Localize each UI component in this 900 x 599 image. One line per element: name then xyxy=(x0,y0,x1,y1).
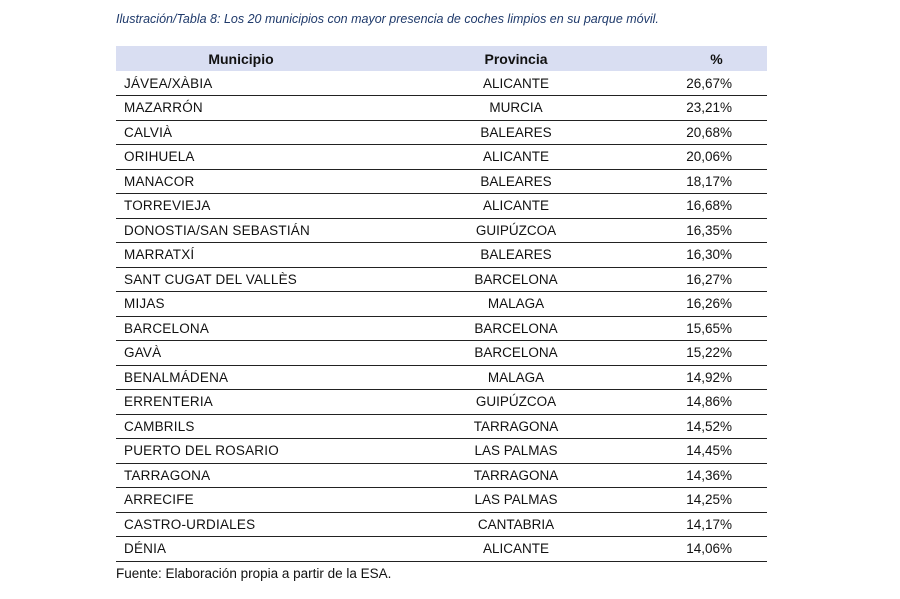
cell-municipio: TARRAGONA xyxy=(124,467,211,483)
table-row xyxy=(116,169,767,194)
cell-percent: 23,21% xyxy=(686,100,732,116)
table-row xyxy=(116,194,767,219)
cell-municipio: SANT CUGAT DEL VALLÈS xyxy=(124,271,298,287)
table-row xyxy=(116,463,767,488)
cell-percent: 14,25% xyxy=(686,492,732,508)
cell-percent: 14,86% xyxy=(686,394,732,410)
cell-percent: 14,36% xyxy=(686,467,732,483)
cell-percent: 16,35% xyxy=(686,222,732,238)
cell-percent: 14,06% xyxy=(686,541,732,557)
cell-municipio: BARCELONA xyxy=(124,320,210,336)
table-row xyxy=(116,218,767,243)
cell-provincia: BALEARES xyxy=(480,124,552,140)
cell-municipio: MANACOR xyxy=(124,173,195,189)
table-row xyxy=(116,488,767,513)
cell-provincia: CANTABRIA xyxy=(477,516,555,532)
cell-municipio: CAMBRILS xyxy=(124,418,195,434)
cell-municipio: ORIHUELA xyxy=(124,149,195,165)
cell-percent: 16,26% xyxy=(686,296,732,312)
cell-percent: 15,22% xyxy=(686,345,732,361)
cell-provincia: ALICANTE xyxy=(482,149,550,165)
cell-municipio: DONOSTIA/SAN SEBASTIÁN xyxy=(124,222,310,238)
cell-municipio: TORREVIEJA xyxy=(124,198,211,214)
cell-provincia: BARCELONA xyxy=(474,320,558,336)
cell-provincia: GUIPÚZCOA xyxy=(475,394,557,410)
cell-provincia: TARRAGONA xyxy=(473,467,559,483)
table-row xyxy=(116,292,767,317)
cell-provincia: BALEARES xyxy=(480,247,552,263)
header-percent: % xyxy=(710,50,723,67)
cell-percent: 16,68% xyxy=(686,198,732,214)
cell-provincia: MALAGA xyxy=(487,296,545,312)
table-body xyxy=(116,71,767,561)
cell-percent: 15,65% xyxy=(686,320,732,336)
cell-provincia: MALAGA xyxy=(487,369,545,385)
cell-municipio: CALVIÀ xyxy=(124,124,173,140)
cell-percent: 14,17% xyxy=(686,516,732,532)
cell-provincia: ALICANTE xyxy=(482,198,550,214)
cell-provincia: GUIPÚZCOA xyxy=(475,222,557,238)
table-row xyxy=(116,414,767,439)
table-row xyxy=(116,390,767,415)
cell-municipio: JÁVEA/XÀBIA xyxy=(124,75,213,91)
cell-municipio: GAVÀ xyxy=(124,345,162,361)
cell-provincia: MURCIA xyxy=(489,100,543,116)
cell-provincia: LAS PALMAS xyxy=(474,443,558,459)
table-row xyxy=(116,365,767,390)
cell-municipio: MAZARRÓN xyxy=(124,100,203,116)
table-row xyxy=(116,96,767,121)
cell-percent: 16,27% xyxy=(686,271,732,287)
cell-percent: 14,45% xyxy=(686,443,732,459)
table-row xyxy=(116,267,767,292)
cell-provincia: BARCELONA xyxy=(474,345,558,361)
cell-municipio: ERRENTERIA xyxy=(124,394,214,410)
municipalities-table xyxy=(116,46,767,562)
table-row xyxy=(116,537,767,562)
cell-municipio: BENALMÁDENA xyxy=(124,369,229,385)
cell-percent: 16,30% xyxy=(686,247,732,263)
cell-provincia: BALEARES xyxy=(480,173,552,189)
cell-provincia: TARRAGONA xyxy=(473,418,559,434)
cell-municipio: CASTRO-URDIALES xyxy=(124,516,256,532)
cell-provincia: LAS PALMAS xyxy=(474,492,558,508)
cell-percent: 20,06% xyxy=(686,149,732,165)
cell-percent: 14,52% xyxy=(686,418,732,434)
table-caption xyxy=(116,12,659,26)
cell-municipio: PUERTO DEL ROSARIO xyxy=(124,443,279,459)
table-row xyxy=(116,243,767,268)
table-row xyxy=(116,71,767,96)
cell-percent: 26,67% xyxy=(686,75,732,91)
cell-percent: 14,92% xyxy=(686,369,732,385)
cell-municipio: ARRECIFE xyxy=(124,492,194,508)
cell-municipio: MARRATXÍ xyxy=(124,247,195,263)
caption-label: Ilustración/Tabla 8: xyxy=(116,12,221,26)
header-municipio: Municipio xyxy=(208,50,274,67)
cell-municipio: MIJAS xyxy=(124,296,165,312)
table-row xyxy=(116,512,767,537)
cell-provincia: BARCELONA xyxy=(474,271,558,287)
cell-percent: 18,17% xyxy=(686,173,732,189)
header-row xyxy=(116,46,767,71)
table-row xyxy=(116,341,767,366)
source-note: Fuente: Elaboración propia a partir de la ESA. xyxy=(116,566,392,581)
header-provincia: Provincia xyxy=(484,50,548,67)
cell-provincia: ALICANTE xyxy=(482,541,550,557)
table-row xyxy=(116,120,767,145)
table-row xyxy=(116,316,767,341)
table-header xyxy=(116,46,767,71)
cell-municipio: DÉNIA xyxy=(124,541,167,557)
table-row xyxy=(116,439,767,464)
caption-text: Los 20 municipios con mayor presencia de coches limpios en su parque móvil. xyxy=(220,12,659,26)
cell-provincia: ALICANTE xyxy=(482,75,550,91)
cell-percent: 20,68% xyxy=(686,124,732,140)
table-row xyxy=(116,145,767,170)
